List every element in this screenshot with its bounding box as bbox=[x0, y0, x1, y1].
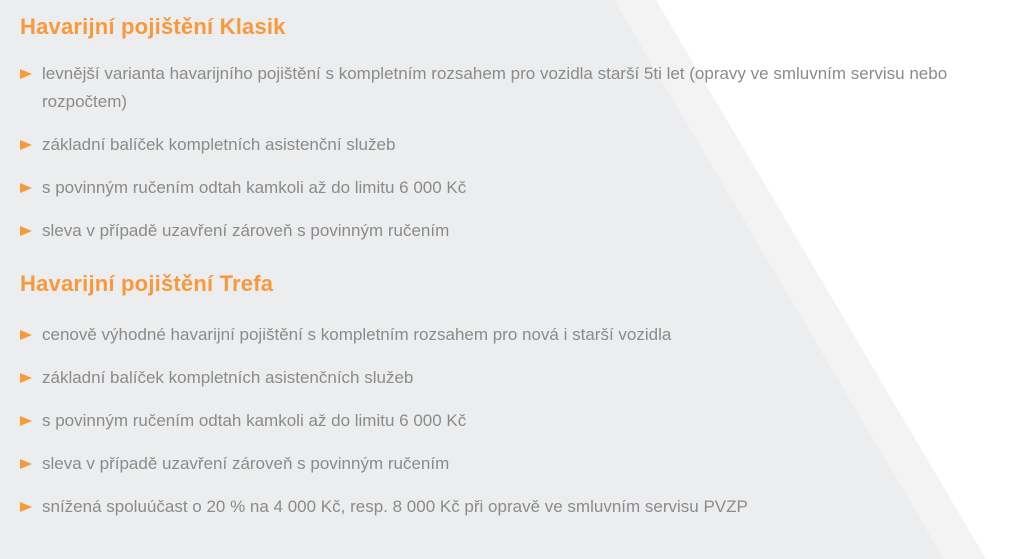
list-item bbox=[20, 493, 1004, 521]
list-item bbox=[20, 131, 1004, 159]
list-item-text: s povinným ručením odtah kamkoli až do limitu 6 000 Kč bbox=[42, 178, 467, 197]
list-item bbox=[20, 321, 1004, 349]
triangle-bullet-icon bbox=[20, 69, 32, 79]
list-item bbox=[20, 450, 1004, 478]
list-item-text: sleva v případě uzavření zároveň s povinným ručením bbox=[42, 454, 450, 473]
section-title-trefa: Havarijní pojištění Trefa bbox=[20, 271, 274, 296]
list-item-text: základní balíček kompletních asistenčních služeb bbox=[42, 368, 414, 387]
section-klasik bbox=[20, 14, 1004, 245]
section-trefa bbox=[20, 271, 1004, 521]
triangle-bullet-icon bbox=[20, 140, 32, 150]
triangle-bullet-icon bbox=[20, 183, 32, 193]
klasik-bullet-list bbox=[20, 60, 1004, 245]
list-item bbox=[20, 407, 1004, 435]
triangle-bullet-icon bbox=[20, 226, 32, 236]
list-item-text: sleva v případě uzavření zároveň s povinným ručením bbox=[42, 221, 450, 240]
list-item bbox=[20, 174, 1004, 202]
triangle-bullet-icon bbox=[20, 416, 32, 426]
triangle-bullet-icon bbox=[20, 502, 32, 512]
list-item-text: s povinným ručením odtah kamkoli až do limitu 6 000 Kč bbox=[42, 411, 467, 430]
list-item bbox=[20, 60, 1004, 116]
list-item-text: levnější varianta havarijního pojištění s kompletním rozsahem pro vozidla starší 5ti let (opravy ve smluvním servisu nebo rozpočtem) bbox=[42, 64, 948, 111]
triangle-bullet-icon bbox=[20, 459, 32, 469]
list-item-text: základní balíček kompletních asistenční služeb bbox=[42, 135, 396, 154]
list-item bbox=[20, 217, 1004, 245]
triangle-bullet-icon bbox=[20, 373, 32, 383]
trefa-bullet-list bbox=[20, 321, 1004, 521]
section-title-klasik: Havarijní pojištění Klasik bbox=[20, 14, 286, 39]
list-item bbox=[20, 364, 1004, 392]
list-item-text: cenově výhodné havarijní pojištění s kompletním rozsahem pro nová i starší vozidla bbox=[42, 325, 672, 344]
triangle-bullet-icon bbox=[20, 330, 32, 340]
list-item-text: snížená spoluúčast o 20 % na 4 000 Kč, resp. 8 000 Kč při opravě ve smluvním servisu PVZP bbox=[42, 497, 748, 516]
